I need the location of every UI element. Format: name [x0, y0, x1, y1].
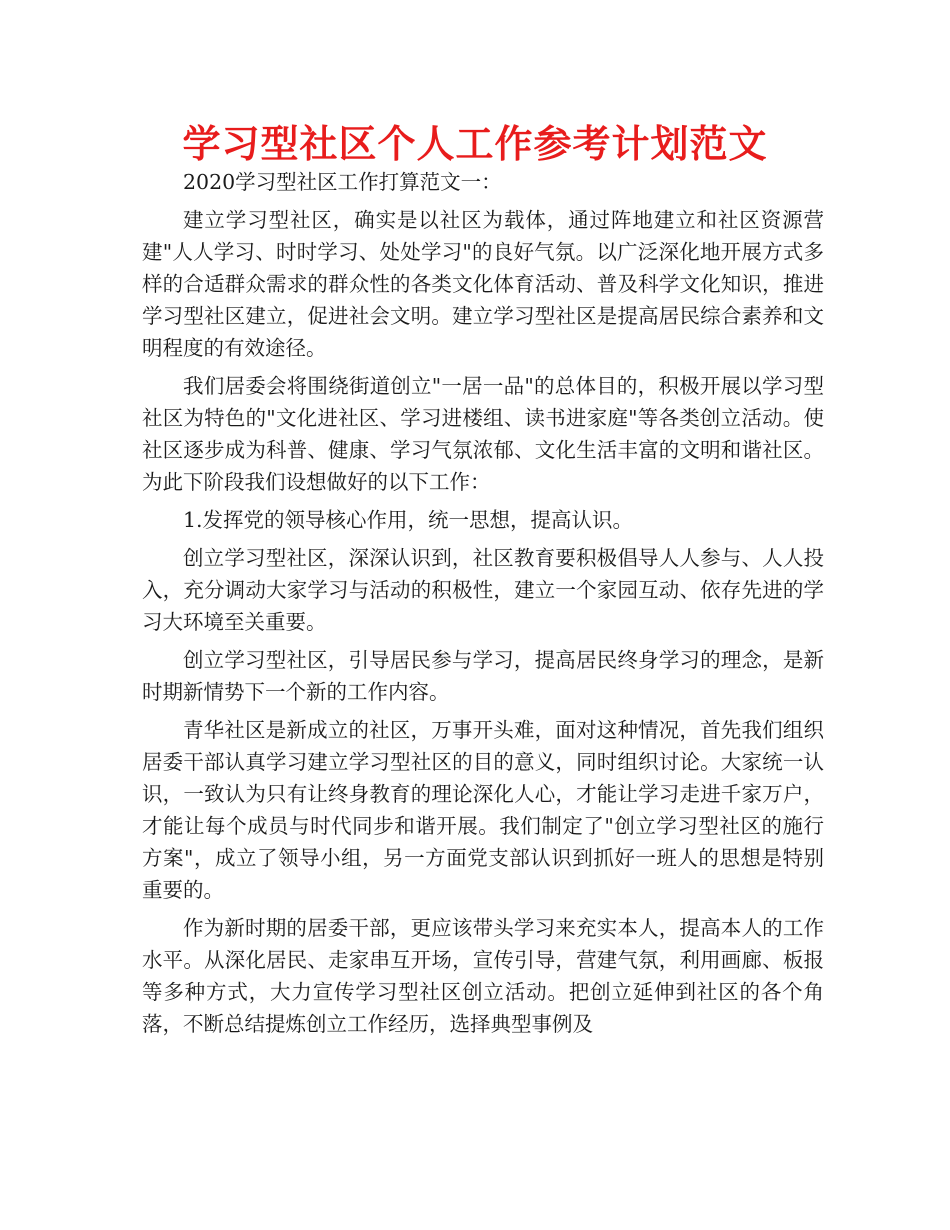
paragraph-1: 建立学习型社区，确实是以社区为载体，通过阵地建立和社区资源营建"人人学习、时时学习、处处学习"的良好气氛。以广泛深化地开展方式多样的合适群众需求的群众性的各类文化体育活动、普及科学文化知识，推进学习型社区建立，促进社会文明。建立学习型社区是提高居民综合素养和文明程度的有效途径。 — [142, 208, 824, 360]
paragraph-4: 创立学习型社区，引导居民参与学习，提高居民终身学习的理念，是新时期新情势下一个新的工作内容。 — [142, 648, 824, 704]
paragraph-heading-1: 1.发挥党的领导核心作用，统一思想，提高认识。 — [183, 508, 634, 532]
document-body — [142, 166, 824, 1046]
document-title: 学习型社区个人工作参考计划范文 — [182, 122, 768, 166]
paragraph-5: 青华社区是新成立的社区，万事开头难，面对这种情况，首先我们组织居委干部认真学习建立学习型社区的目的意义，同时组织讨论。大家统一认识，一致认为只有让终身教育的理论深化人心，才能让学习走进千家万户，才能让每个成员与时代同步和谐开展。我们制定了"创立学习型社区的施行方案"，成立了领导小组，另一方面党支部认识到抓好一班人的思想是特别重要的。 — [142, 718, 824, 902]
paragraph-2: 我们居委会将围绕街道创立"一居一品"的总体目的，积极开展以学习型社区为特色的"文化进社区、学习进楼组、读书进家庭"等各类创立活动。使社区逐步成为科普、健康、学习气氛浓郁、文化生活丰富的文明和谐社区。为此下阶段我们设想做好的以下工作： — [142, 374, 824, 494]
paragraph-6: 作为新时期的居委干部，更应该带头学习来充实本人，提高本人的工作水平。从深化居民、走家串互开场，宣传引导，营建气氛，利用画廊、板报等多种方式，大力宣传学习型社区创立活动。把创立延伸到社区的各个角落，不断总结提炼创立工作经历，选择典型事例及 — [142, 916, 824, 1036]
paragraph-3: 创立学习型社区，深深认识到，社区教育要积极倡导人人参与、人人投入，充分调动大家学习与活动的积极性，建立一个家园互动、依存先进的学习大环境至关重要。 — [142, 546, 824, 634]
paragraph-intro: 2020学习型社区工作打算范文一： — [183, 170, 502, 194]
